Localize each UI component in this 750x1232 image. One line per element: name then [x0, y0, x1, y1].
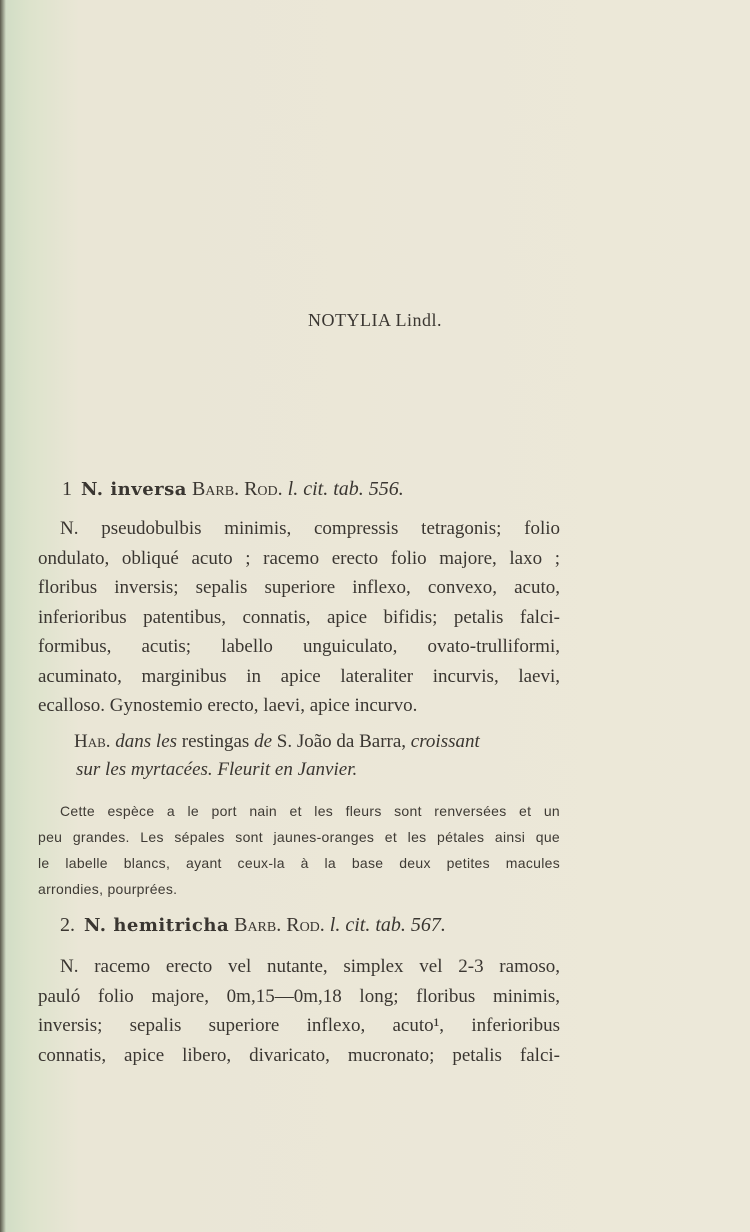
description-line: pauló folio majore, 0m,15—0m,18 long; floribus minimis,	[38, 985, 560, 1007]
species-name: N. inversa	[81, 479, 187, 500]
description-line: floribus inversis; sepalis superiore inflexo, convexo, acuto,	[38, 577, 560, 598]
species-heading-2	[60, 912, 582, 939]
habitat-text: restingas	[181, 731, 250, 752]
species-author: Barb. Rod.	[191, 478, 283, 500]
habitat-text: S. João da Barra,	[276, 731, 407, 752]
note-line: peu grandes. Les sépales sont jaunes-oranges et les pétales ainsi que	[38, 829, 560, 845]
species-author: Barb. Rod.	[234, 914, 325, 936]
note-line: Cette espèce a le port nain et les fleurs sont renversées et un	[60, 803, 560, 819]
description-line: formibus, acutis; labello unguiculato, ovato-trulliformi,	[38, 636, 560, 657]
habitat-1	[74, 728, 560, 784]
description-line: acuminato, marginibus in apice lateraliter incurvis, laevi,	[38, 665, 560, 687]
page-edge-shadow	[0, 0, 6, 1232]
species-heading-1	[62, 476, 584, 503]
species-description-2	[38, 952, 560, 1070]
habitat-text: de	[254, 731, 273, 752]
species-name: N. hemitricha	[84, 915, 230, 936]
species-description-1	[38, 514, 560, 721]
note-line: le labelle blancs, ayant ceux-la à la base deux petites macules	[38, 855, 560, 871]
habitat-text: sur les myrtacées. Fleurit en Janvier.	[76, 759, 358, 780]
species-citation: l. cit. tab. 567.	[329, 914, 446, 936]
description-line: ondulato, obliqué acuto ; racemo erecto folio majore, laxo ;	[38, 547, 560, 569]
species-number: 2.	[60, 914, 75, 936]
note-line: arrondies, pourprées.	[38, 881, 178, 897]
description-line: inferioribus patentibus, connatis, apice bifidis; petalis falci-	[38, 606, 560, 628]
description-line: ecalloso. Gynostemio erecto, laevi, apice incurvo.	[38, 695, 418, 716]
genus-heading: NOTYLIA Lindl.	[308, 310, 442, 330]
habitat-line	[74, 756, 560, 784]
habitat-label: Hab.	[74, 731, 111, 752]
description-line: N. racemo erecto vel nutante, simplex vel 2-3 ramoso,	[60, 956, 560, 977]
species-note-1	[38, 798, 560, 902]
species-number: 1	[62, 478, 72, 500]
habitat-text: dans les	[115, 731, 178, 752]
species-citation: l. cit. tab. 556.	[287, 478, 404, 500]
description-line: connatis, apice libero, divaricato, mucronato; petalis falci-	[38, 1044, 560, 1066]
description-line: inversis; sepalis superiore inflexo, acuto¹, inferioribus	[38, 1015, 560, 1036]
habitat-line	[74, 728, 560, 756]
habitat-text: croissant	[410, 731, 480, 752]
description-line: N. pseudobulbis minimis, compressis tetragonis; folio	[60, 518, 560, 539]
